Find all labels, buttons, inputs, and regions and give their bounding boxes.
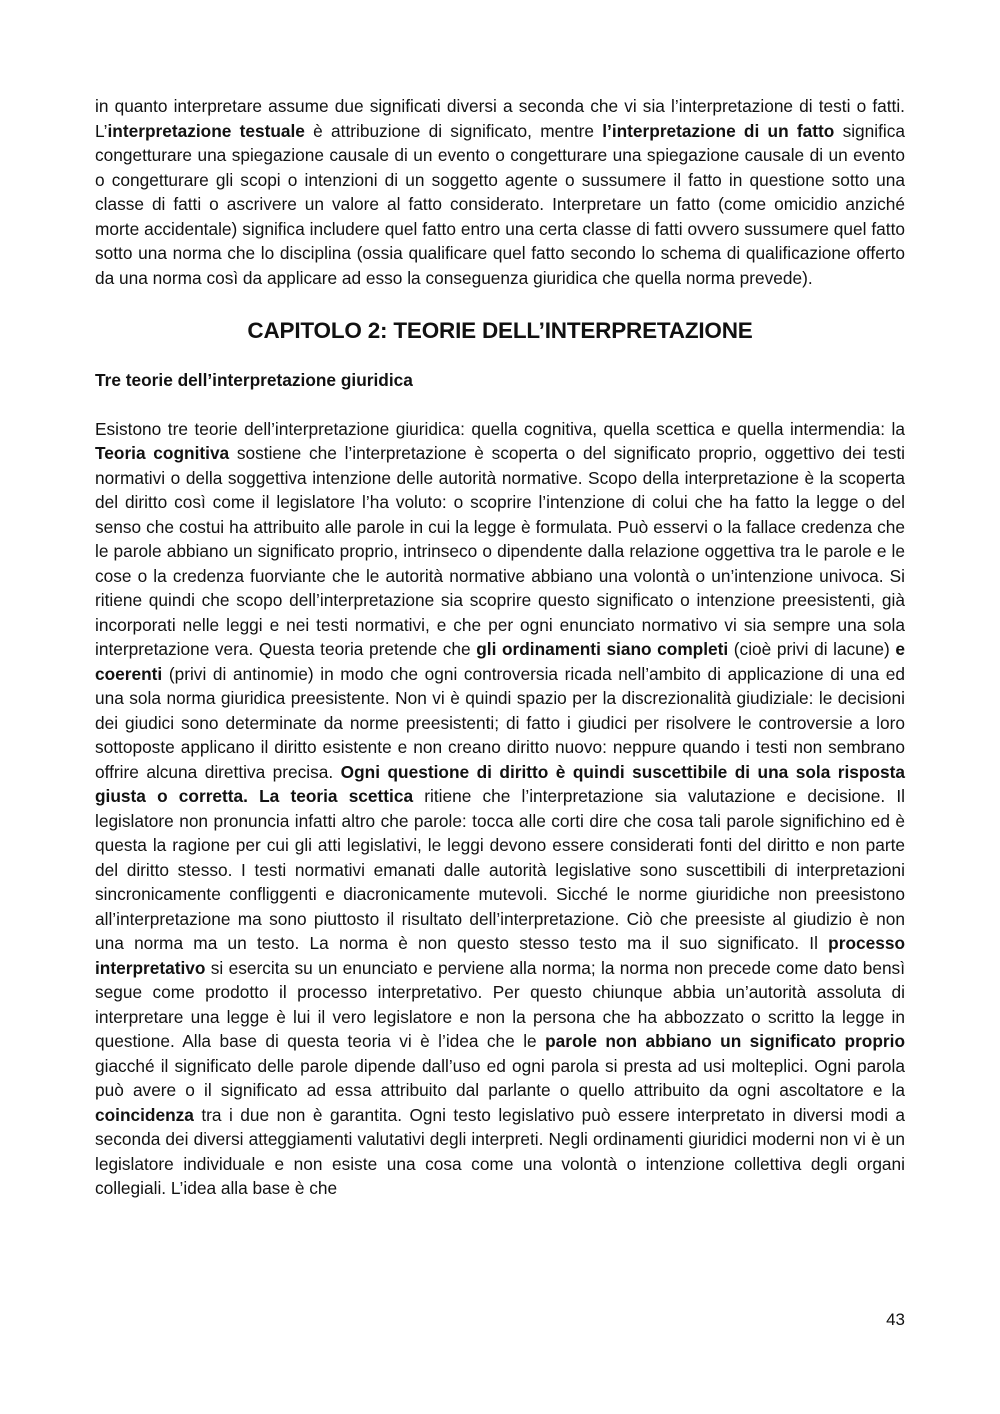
body-bold-4: Ogni questione di diritto è quindi suscettibile di una sola risposta giusta o corretta. La teoria scettica [95, 761, 905, 806]
body-text-4: (privi di antinomie) in modo che ogni controversia ricada nell’ambito di applicazione di una ed una sola norma giuridica preesistente. Non vi è quindi spazio per la discrezionalità giudiziale: le decisioni dei giudici sono determinate da norme preesistenti; di fatto i giudici per risolvere le controversie a loro sottoposte applicano il diritto esistente e non creano diritto nuovo: neppure quando i testi non sembrano offrire alcuna direttiva precisa. [95, 663, 905, 782]
body-bold-7: coincidenza [95, 1104, 194, 1125]
body-bold-3: e coerenti [95, 639, 905, 684]
body-text-8: tra i due non è garantita. Ogni testo legislativo può essere interpretato in diversi modi a seconda dei diversi atteggiamenti valutativi degli interpreti. Negli ordinamenti giuridici moderni non vi è un legislatore individuale e non esiste una cosa come una volontà o intenzione collettiva degli organi collegiali. L’idea alla base è che [95, 1104, 905, 1198]
intro-paragraph [95, 94, 905, 290]
section-heading: Tre teorie dell’interpretazione giuridica [95, 370, 413, 390]
page-content [95, 94, 905, 1201]
intro-text-1: in quanto interpretare assume due significati diversi a seconda che vi sia l’interpretazione di testi o fatti. L’ [95, 96, 905, 141]
page-number: 43 [886, 1310, 905, 1329]
body-bold-1: Teoria cognitiva [95, 443, 230, 463]
body-text-3: (cioè privi di lacune) [728, 639, 896, 659]
body-text-2: sostiene che l’interpretazione è scoperta o del significato proprio, oggettivo dei testi normativi o della soggettiva intenzione delle autorità normative. Scopo della interpretazione è la scoperta del diritto così come il legislatore l’ha voluto: o scoprire l’intenzione di colui che ha fatto la legge o del senso che costui ha attribuito alle parole in cui la legge è formulata. Può esservi o la fallace credenza che le parole abbiano un significato proprio, intrinseco o dipendente dalla relazione oggettiva tra le parole e le cose o la credenza fuorviante che le autorità normative abbiano una volontà o un’intenzione univoca. Si ritiene quindi che scopo dell’interpretazione sia scoprire questo significato o intenzione preesistenti, già incorporati nelle leggi e nei testi normativi, e che per ogni enunciato normativo vi sia sempre una sola interpretazione vera. Questa teoria pretende che [95, 443, 905, 659]
body-paragraph [95, 417, 905, 1201]
body-bold-2: gli ordinamenti siano completi [476, 639, 729, 659]
chapter-title: CAPITOLO 2: TEORIE DELL’INTERPRETAZIONE [247, 318, 753, 343]
intro-bold-1: interpretazione testuale [107, 120, 305, 141]
body-bold-6: parole non abbiano un significato proprio [545, 1031, 905, 1051]
body-text-1: Esistono tre teorie dell’interpretazione giuridica: quella cognitiva, quella scettica e quella intermendia: la [95, 418, 905, 439]
intro-text-2: è attribuzione di significato, mentre [304, 120, 603, 141]
intro-bold-2: l’interpretazione di un fatto [602, 120, 835, 141]
body-text-6: si esercita su un enunciato e perviene alla norma; la norma non precede come dato bensì segue come prodotto il processo interpretativo. Per questo chiunque abbia un’autorità assoluta di interpretare una legge è lui il vero legislatore e non la persona che ha abbozzato o scritto la legge in questione. Alla base di questa teoria vi è l’idea che le [95, 957, 905, 1051]
body-text-7: giacché il significato delle parole dipende dall’uso ed ogni parola si presta ad usi molteplici. Ogni parola può avere o il significato ad essa attribuito dal parlante o quello attribuito da ogni ascoltatore e la [95, 1055, 905, 1100]
body-text-5: ritiene che l’interpretazione sia valutazione e decisione. Il legislatore non pronuncia infatti altro che parole: tocca alle corti dire che cosa tali parole significhino ed è questa la ragione per cui gli atti legislativi, le leggi devono essere considerati fonti del diritto e non parte del diritto stesso. I testi normativi emanati dalle autorità legislative sono suscettibili di interpretazioni sincronicamente confliggenti e diacronicamente mutevoli. Sicché le norme giuridiche non preesistono all’interpretazione ma sono piuttosto il risultato dell’interpretazione. Ciò che preesiste al giudizio è non una norma ma un testo. La norma è non questo stesso testo ma il suo significato. Il [95, 786, 905, 953]
body-bold-5: processo interpretativo [95, 933, 905, 978]
intro-text-3: significa congetturare una spiegazione causale di un evento o congetturare una spiegazione causale di un evento o congetturare gli scopi o intenzioni di un soggetto agente o sussumere il fatto in questione sotto una classe di fatti o ascrivere un valore al fatto considerato. Interpretare un fatto (come omicidio anziché morte accidentale) significa includere quel fatto entro una certa classe di fatti ovvero sussumere quel fatto sotto una norma che lo disciplina (ossia qualificare quel fatto secondo lo schema di qualificazione offerto da una norma così da applicare ad esso la conseguenza giuridica che quella norma prevede). [95, 120, 906, 288]
